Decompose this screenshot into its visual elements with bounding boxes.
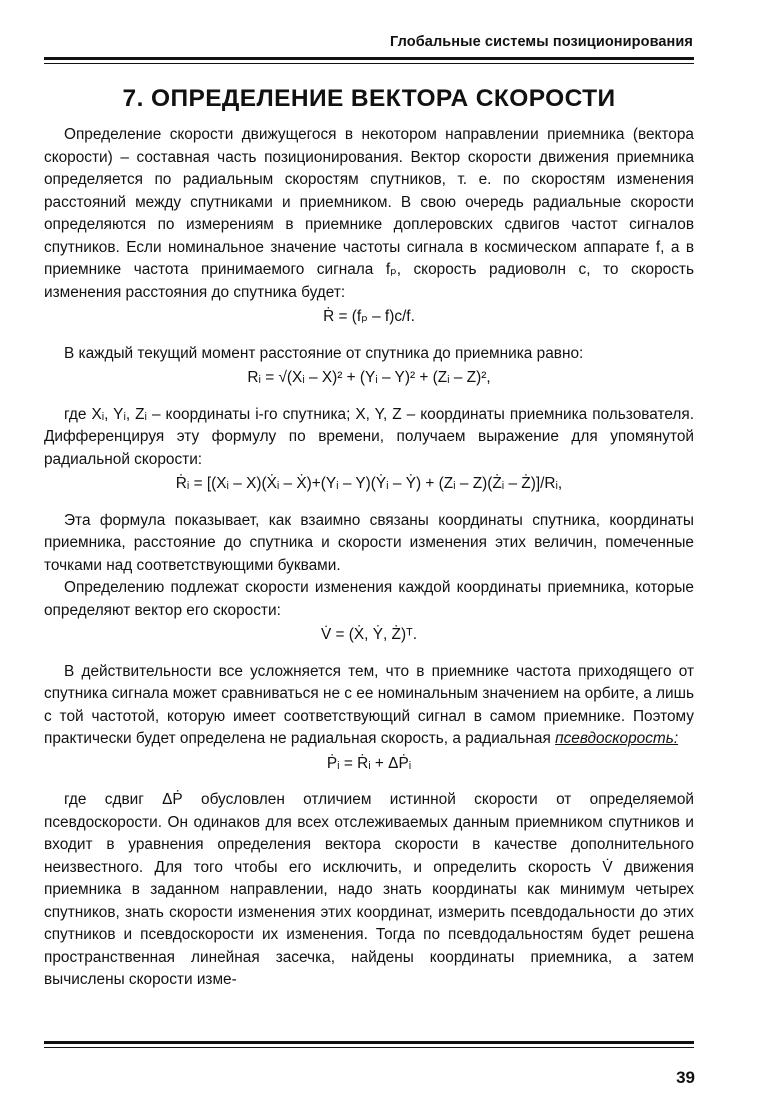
footer-rule-thin [44, 1047, 694, 1048]
paragraph-distance: В каждый текущий момент расстояние от спутника до приемника равно: [64, 344, 584, 362]
paragraph-explanation: Эта формула показывает, как взаимно связаны координаты спутника, координаты приемника, расстояние до спутника и скорости изменения этих величин, помеченные точками над соответствующими буквами. [44, 511, 694, 574]
paragraph-pseudovelocity [44, 661, 694, 751]
chapter-title: 7. ОПРЕДЕЛЕНИЕ ВЕКТОРА СКОРОСТИ [122, 85, 616, 112]
paragraph-intro: Определение скорости движущегося в некотором направлении приемника (вектора скорости) – составная часть позиционирования. Вектор скорости движения приемника определяется по радиальным скоростям спутников, т. е. по скоростям изменения расстояний между спутниками и приемником. В свою очередь радиальные скорости определяются по измерениям в приемнике доплеровских сдвигов частот сигналов спутников. Если номинальное значение частоты сигнала в космическом аппарате f, а в приемнике частота принимаемого сигнала fₚ, скорость радиоволн c, то скорость изменения расстояния до спутника будет: [44, 126, 694, 301]
running-head: Глобальные системы позиционирования [390, 34, 693, 50]
body-text [44, 124, 694, 992]
paragraph-pseudovelocity-text: В действительности все усложняется тем, что в приемнике частота приходящего от спутника сигнала может сравниваться не с ее номинальным значением на орбите, а лишь с той частотой, которую имеет соответствующий сигнал в самом приемнике. Поэтому практически будет определена не радиальная скорость, а радиальная [44, 662, 694, 747]
page-number: 39 [676, 1068, 695, 1087]
footer-rule-thick [44, 1041, 694, 1044]
formula-velocity-vector: V̇ = (Ẋ, Ẏ, Ż)ᵀ. [320, 626, 418, 643]
formula-pseudovelocity: Ṗᵢ = Ṙᵢ + ΔṖᵢ [326, 754, 412, 772]
formula-derivative: Ṙᵢ = [(Xᵢ – X)(Ẋᵢ – Ẋ)+(Yᵢ – Y)(Ẏᵢ – Ẏ) + (Zᵢ – Z)(Żᵢ – Ż)]/Rᵢ, [175, 475, 563, 492]
header-rule-thin [44, 63, 694, 64]
pseudovelocity-term: псевдоскорость: [555, 730, 679, 747]
formula-radial-velocity: Ṙ = (fₚ – f)c/f. [323, 308, 415, 325]
paragraph-coordinates: где Xᵢ, Yᵢ, Zᵢ – координаты i-го спутника; X, Y, Z – координаты приемника пользователя. Дифференцируя эту формулу по времени, получаем выражение для упомянутой радиальной скорости: [44, 405, 694, 468]
header-rule-thick [44, 57, 694, 60]
formula-distance: Rᵢ = √(Xᵢ – X)² + (Yᵢ – Y)² + (Zᵢ – Z)², [247, 369, 491, 386]
paragraph-velocity-vector: Определению подлежат скорости изменения каждой координаты приемника, которые определяют вектор его скорости: [44, 579, 694, 619]
paragraph-shift: где сдвиг ΔṖ обусловлен отличием истинной скорости от определяемой псевдоскорости. Он одинаков для всех отслеживаемых данным приемником спутников и входит в уравнения определения вектора скорости в качестве дополнительного неизвестного. Для того чтобы его исключить, и определить скорость V̇ движения приемника в заданном направлении, надо знать координаты как минимум четырех спутников, знать скорости изменения этих координат, измерить псевдодальности до этих спутников и псевдоскорости их изменения. Тогда по псевдодальностям будет решена пространственная линейная засечка, найдены координаты приемника, а затем вычислены скорости изме- [44, 791, 694, 988]
